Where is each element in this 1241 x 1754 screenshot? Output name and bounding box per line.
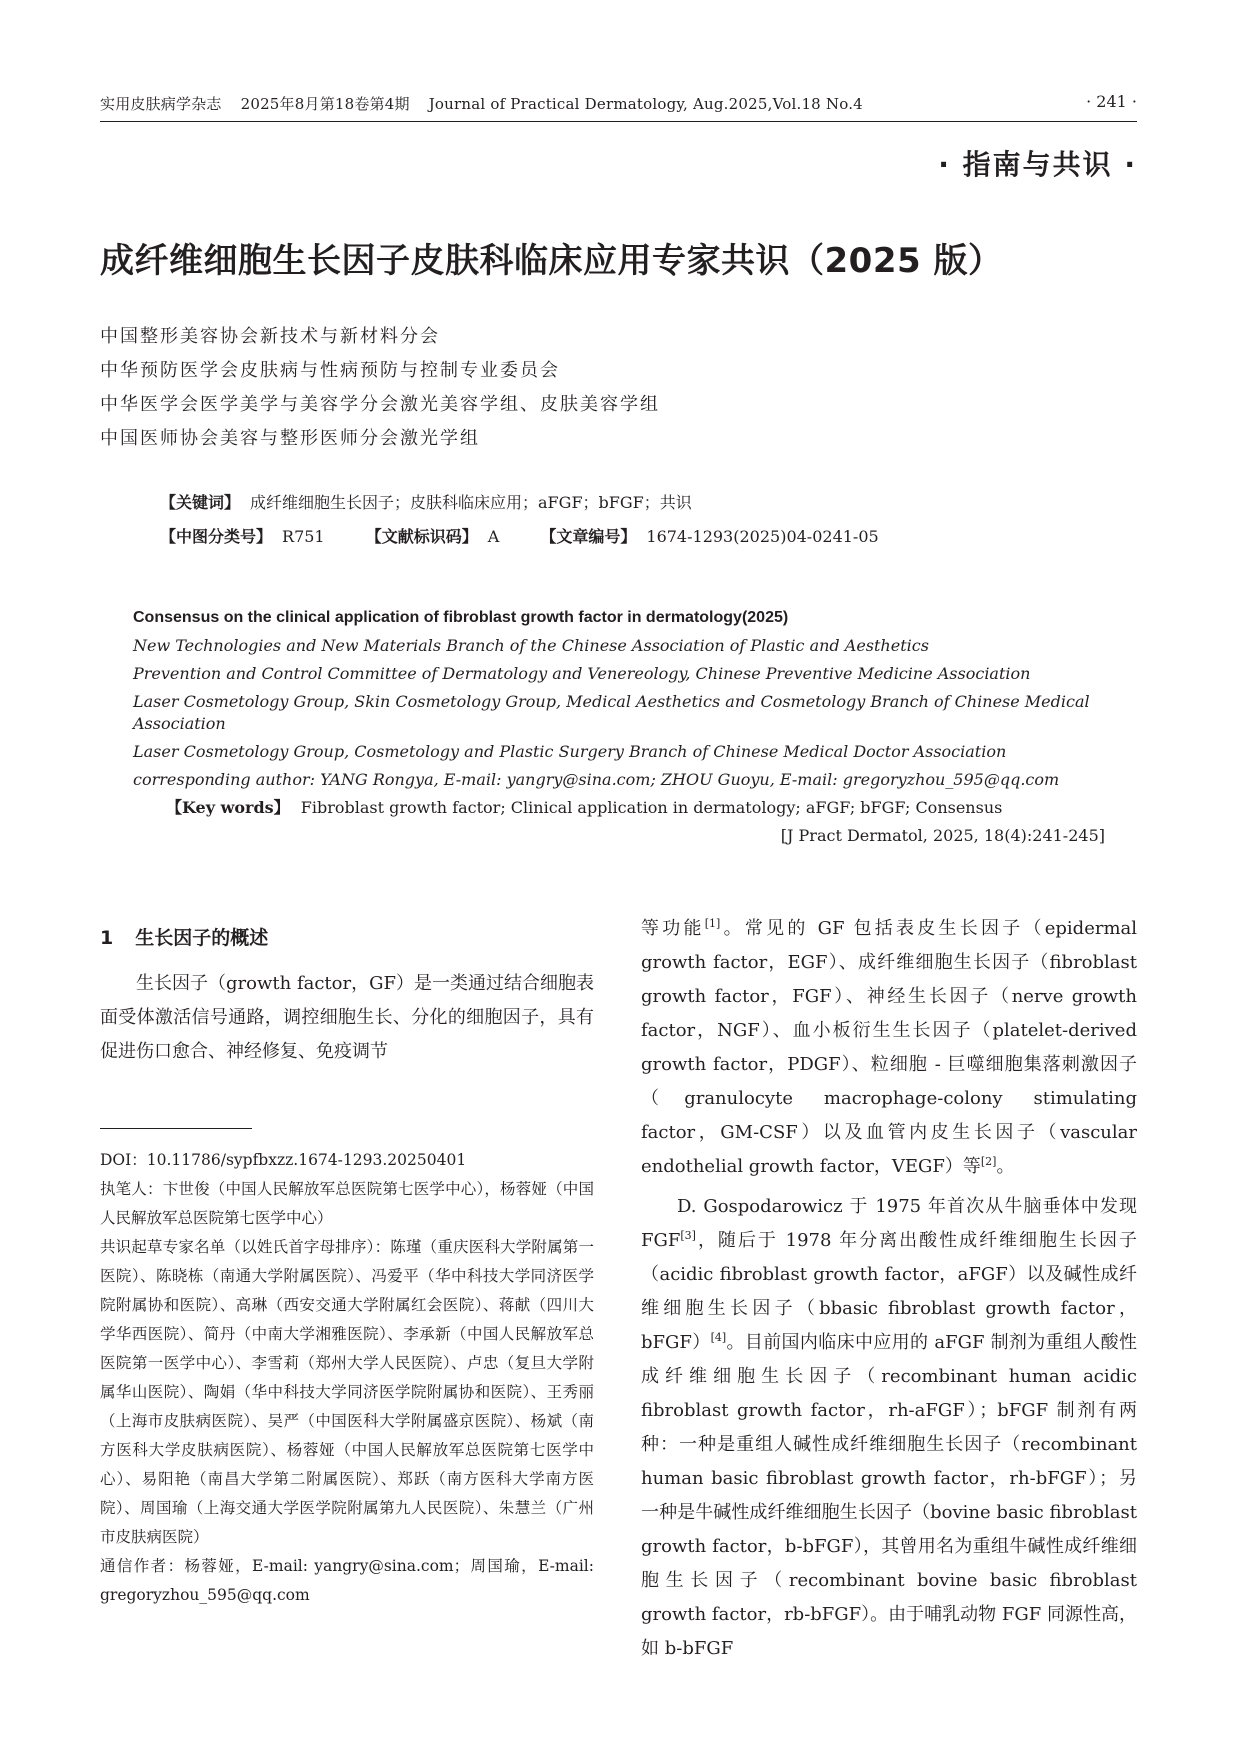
journal-name-en: Journal of Practical Dermatology, Aug.2025,Vol.18 No.4: [428, 95, 863, 113]
text-run: D. Gospodarowicz 于 1975 年首次从牛脑垂体中发现 FGF: [641, 1196, 1137, 1251]
english-affiliation: Laser Cosmetology Group, Skin Cosmetology Group, Medical Aesthetics and Cosmetology Branch of Chinese Medical Association: [133, 692, 1090, 733]
journal-name-cn: 实用皮肤病学杂志: [100, 95, 222, 113]
body-paragraph: 生长因子（growth factor，GF）是一类通过结合细胞表面受体激活信号通路，调控细胞生长、分化的细胞因子，具有促进伤口愈合、神经修复、免疫调节: [100, 973, 594, 1062]
writing-authors: 执笔人：卞世俊（中国人民解放军总医院第七医学中心），杨蓉娅（中国人民解放军总医院第七医学中心）: [100, 1180, 594, 1227]
author-organizations: [100, 320, 660, 456]
citation: [J Pract Dermatol, 2025, 18(4):241-245]: [780, 826, 1105, 845]
organization: 中国医师协会美容与整形医师分会激光学组: [100, 428, 480, 449]
english-title: Consensus on the clinical application of fibroblast growth factor in dermatology(2025): [133, 609, 789, 626]
citation-ref: [3]: [680, 1229, 696, 1242]
body-paragraph: [641, 1190, 1137, 1666]
text-run: 。目前国内临床中应用的 aFGF 制剂为重组人酸性成纤维细胞生长因子（recombinant human acidic fibroblast growth factor，rh-aFGF）；bFGF 制剂有两种：一种是重组人碱性成纤维细胞生长因子（recombinant human basic fibroblast growth factor，rh-bFGF）；另一种是牛碱性成纤维细胞生长因子（bovine basic fibroblast growth factor，b-bFGF），其曾用名为重组牛碱性成纤维细胞生长因子（recombinant bovine basic fibroblast growth factor，rb-bFGF）。由于哺乳动物 FGF 同源性高，如 b-bFGF: [641, 1332, 1137, 1659]
section-number: 1: [100, 927, 114, 949]
doi: DOI：10.11786/sypfbxzz.1674-1293.20250401: [100, 1151, 467, 1169]
english-affiliation: Laser Cosmetology Group, Cosmetology and Plastic Surgery Branch of Chinese Medical Doctor Association: [133, 742, 1007, 761]
running-header: [100, 93, 877, 114]
text-run: 等功能: [641, 918, 705, 939]
correspondence: 通信作者：杨蓉娅，E-mail: yangry@sina.com；周国瑜，E-mail: gregoryzhou_595@qq.com: [100, 1557, 594, 1604]
footnotes: [100, 1146, 594, 1610]
doc-code-value: A: [487, 527, 500, 546]
article-no-value: 1674-1293(2025)04-0241-05: [646, 527, 879, 546]
article-title: 成纤维细胞生长因子皮肤科临床应用专家共识（2025 版）: [100, 241, 1003, 281]
issue-info-cn: 2025年8月第18卷第4期: [240, 95, 410, 113]
expert-list: 共识起草专家名单（以姓氏首字母排序）：陈瑾（重庆医科大学附属第一医院）、陈晓栋（南通大学附属医院）、冯爱平（华中科技大学同济医学院附属协和医院）、高琳（西安交通大学附属红会医院）、蒋献（四川大学华西医院）、简丹（中南大学湘雅医院）、李承新（中国人民解放军总医院第一医学中心）、李雪莉（郑州大学人民医院）、卢忠（复旦大学附属华山医院）、陶娟（华中科技大学同济医学院附属协和医院）、王秀丽（上海市皮肤病医院）、吴严（中国医科大学附属盛京医院）、杨斌（南方医科大学皮肤病医院）、杨蓉娅（中国人民解放军总医院第七医学中心）、易阳艳（南昌大学第二附属医院）、郑跃（南方医科大学南方医院）、周国瑜（上海交通大学医学院附属第九人民医院）、朱慧兰（广州市皮肤病医院）: [100, 1238, 594, 1546]
keywords-cn: [160, 490, 692, 513]
english-keywords-value: Fibroblast growth factor; Clinical application in dermatology; aFGF; bFGF; Consensus: [300, 798, 1003, 817]
doc-code-label: 【文献标识码】: [365, 527, 478, 546]
section-heading: [100, 921, 594, 955]
organization: 中国整形美容协会新技术与新材料分会: [100, 326, 440, 347]
citation-ref: [4]: [710, 1331, 727, 1344]
english-keywords: [133, 794, 1108, 822]
header-rule: [100, 121, 1137, 122]
english-affiliation: New Technologies and New Materials Branch of the Chinese Association of Plastic and Aesthetics: [133, 636, 929, 655]
corresponding-author: corresponding author: YANG Rongya, E-mail: yangry@sina.com; ZHOU Guoyu, E-mail: gregoryzhou_595@qq.com: [133, 770, 1060, 789]
footnote-rule: [100, 1128, 252, 1129]
article-no-label: 【文章编号】: [540, 527, 637, 546]
keywords-cn-value: 成纤维细胞生长因子；皮肤科临床应用；aFGF；bFGF；共识: [250, 493, 692, 512]
page-number: · 241 ·: [1086, 92, 1137, 111]
left-column: [100, 921, 594, 1069]
classification-line: [160, 524, 879, 547]
english-keywords-label: 【Key words】: [166, 798, 290, 817]
organization: 中华预防医学会皮肤病与性病预防与控制专业委员会: [100, 360, 560, 381]
clc-label: 【中图分类号】: [160, 527, 273, 546]
english-affiliation: Prevention and Control Committee of Dermatology and Venereology, Chinese Preventive Medicine Association: [133, 664, 1031, 683]
text-run: 。: [996, 1156, 1015, 1177]
section-title: 生长因子的概述: [135, 927, 269, 949]
text-run: ，随后于 1978 年分离出酸性成纤维细胞生长因子（acidic fibroblast growth factor，aFGF）以及碱性成纤维细胞生长因子（bbasic fibroblast growth factor，bFGF）: [641, 1230, 1137, 1353]
right-column: [641, 912, 1137, 1666]
keywords-cn-label: 【关键词】: [160, 493, 241, 512]
english-abstract-block: [133, 604, 1108, 850]
clc-value: R751: [282, 527, 325, 546]
column-tag: · 指南与共识 ·: [938, 148, 1137, 181]
citation-ref: [1]: [704, 917, 721, 930]
organization: 中华医学会医学美学与美容学分会激光美容学组、皮肤美容学组: [100, 394, 660, 415]
text-run: 。常见的 GF 包括表皮生长因子（epidermal growth factor，EGF）、成纤维细胞生长因子（fibroblast growth factor，FGF）、神经生长因子（nerve growth factor，NGF）、血小板衍生生长因子（platelet-derived growth factor，PDGF）、粒细胞 - 巨噬细胞集落刺激因子（granulocyte macrophage-colony stimulating factor，GM-CSF）以及血管内皮生长因子（vascular endothelial growth factor，VEGF）等: [641, 918, 1138, 1177]
citation-ref: [2]: [980, 1155, 997, 1168]
body-paragraph: [641, 912, 1137, 1184]
